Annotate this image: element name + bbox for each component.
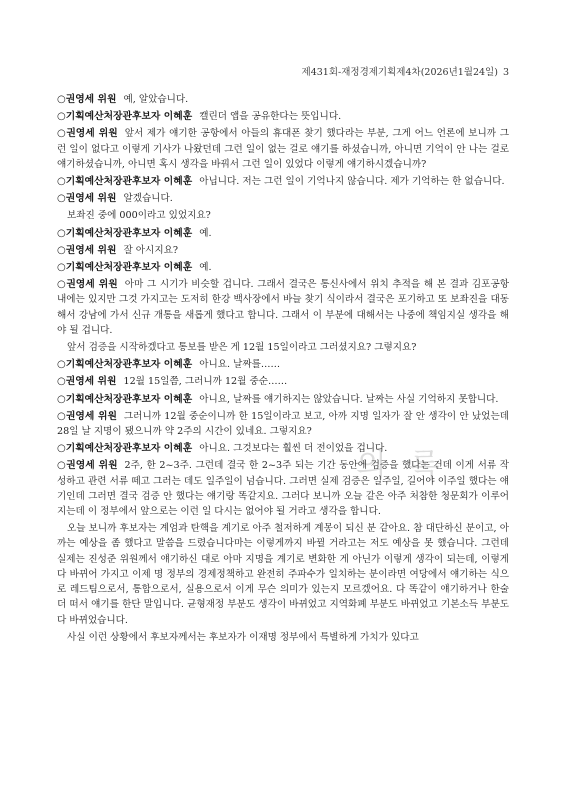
speech-entry <box>57 260 509 275</box>
speaker-name: 기획예산처장관후보자 이혜훈 <box>65 359 193 371</box>
speaker-name: 권영세 위원 <box>66 460 118 472</box>
transcript-body <box>57 92 509 647</box>
speech-text: 아니요. 그것보다는 훨씬 더 전이었을 겁니다. <box>199 443 388 455</box>
speaker-name: 권영세 위원 <box>65 376 117 388</box>
speech-continuation <box>57 208 509 223</box>
speech-entry <box>57 92 509 107</box>
speaker-marker: ○ <box>57 262 66 274</box>
page-header <box>302 64 509 78</box>
speaker-marker: ○ <box>57 227 66 239</box>
speech-entry <box>57 174 509 189</box>
speaker-name: 기획예산처장관후보자 이혜훈 <box>65 393 193 405</box>
speech-text: 12월 15일쯤, 그러니까 12월 중순…… <box>123 376 288 388</box>
speech-entry <box>57 392 509 407</box>
speaker-marker: ○ <box>57 393 66 405</box>
speech-entry <box>57 226 509 241</box>
speech-entry <box>57 409 509 439</box>
speech-text: 아니요, 날짜를 얘기하지는 않았습니다. 날짜는 사실 기억하지 못합니다. <box>199 393 499 405</box>
speech-entry <box>57 109 509 124</box>
speech-text: 오늘 보니까 후보자는 계엄과 탄핵을 계기로 아주 철저하게 계몽이 되신 분 같아요. 참 대단하신 분이고, 아까는 예상을 좀 했다고 말씀을 드렸습니다마는 이렇게까지 바뀔 거라고는 저도 예상을 못 했습니다. 그런데 실제는 진성준 위원께서 얘기하신 대로 아마 지명을 계기로 변화한 게 아닌가 이렇게 생각이 되는데, 이렇게 다 바뀌어 가지고 이제 명 정부의 경제정책하고 완전히 주파수가 일치하는 분이라면 여당에서 얘기하는 식으로 레드팀으로서, 통합으로서, 실용으로서 이게 무슨 의미가 있는지 모르겠어요. 다 똑같이 얘기하거나 한술 더 떠서 얘기를 한단 말입니다. 균형재정 부분도 생각이 바뀌었고 지역화폐 부분도 바뀌었고 기본소득 부분도 다 바뀌었습니다. <box>57 523 509 626</box>
speech-text: 2주, 한 2~3주. 그런데 결국 한 2~3주 되는 기간 동안에 검증을 했다는 건데 이게 서류 작성하고 관련 서류 떼고 그러는 데도 일주일이 넘습니다. 그러면 실제 검증은 일주일, 길어야 이주일 했다는 얘기인데 그러면 결국 검증 안 했다는 얘기랑 똑같지요. 그러다 보니까 오늘 같은 아주 처참한 청문회가 이루어지는데 이 정부에서 앞으로는 이런 일 다시는 없어야 될 거라고 생각을 합니다. <box>57 460 509 518</box>
speech-text: 그러니까 12월 중순이니까 한 15일이라고 보고, 아까 지명 일자가 잘 안 생각이 안 났었는데 28일 날 지명이 됐으니까 약 2주의 시간이 있네요. 그렇지요? <box>57 410 509 438</box>
speaker-name: 기획예산처장관후보자 이혜훈 <box>65 262 193 274</box>
speaker-marker: ○ <box>57 111 66 123</box>
speaker-name: 기획예산처장관후보자 이혜훈 <box>65 176 193 188</box>
speaker-marker: ○ <box>57 128 67 140</box>
speech-entry <box>57 277 509 338</box>
speaker-marker: ○ <box>57 244 66 256</box>
speech-text: 보좌진 중에 000이라고 있었지요? <box>67 210 211 222</box>
speech-text: 앞서 제가 얘기한 공항에서 아들의 휴대폰 찾기 했다라는 부분, 그게 어느 언론에 보니까 그런 일이 없다고 이렇게 기사가 나왔던데 그런 일이 없는 걸로 얘기를 하셨습니까, 아니면 기억이 안 나는 걸로 얘기하셨습니까, 아니면 혹시 생각을 바꿔서 그런 일이 있었다 이렇게 얘기하시겠습니까? <box>57 128 509 170</box>
speech-text: 앞서 검증을 시작하겠다고 통보를 받은 게 12월 15일이라고 그러셨지요? 그렇지요? <box>67 342 417 354</box>
speech-entry <box>57 374 509 389</box>
speaker-name: 권영세 위원 <box>66 128 118 140</box>
speaker-marker: ○ <box>57 443 66 455</box>
speech-text: 잘 아시지요? <box>123 244 178 256</box>
speech-text: 아마 그 시기가 비슷할 겁니다. 그래서 결국은 통신사에서 위치 추적을 해 본 결과 김포공항 내에는 있지만 그것 가지고는 도저히 한강 백사장에서 바늘 찾기 식이라서 결국은 포기하고 또 보좌진을 대동해서 강남에 가서 신규 개통을 새롭게 했다고 합니다. 그래서 이 부분에 대해서는 나중에 책임지실 생각을 해야 될 겁니다. <box>57 279 509 336</box>
speech-text: 예, 알았습니다. <box>123 94 189 105</box>
watermark: 의 록 <box>356 446 446 484</box>
speaker-name: 권영세 위원 <box>65 244 117 256</box>
speaker-name: 기획예산처장관후보자 이혜훈 <box>65 227 193 239</box>
speech-entry <box>57 357 509 372</box>
session-info: 제431회-재정경제기획제4차(2026년1월24일) <box>301 67 498 78</box>
speech-entry <box>57 126 509 172</box>
speaker-marker: ○ <box>57 193 66 205</box>
speaker-marker: ○ <box>57 176 66 188</box>
speaker-marker: ○ <box>57 410 66 422</box>
speech-continuation <box>57 630 509 645</box>
speaker-marker: ○ <box>57 94 66 105</box>
speech-text: 예. <box>199 262 212 274</box>
speech-entry <box>57 441 509 456</box>
speech-text: 알겠습니다. <box>123 193 173 205</box>
speaker-name: 기획예산처장관후보자 이혜훈 <box>65 111 193 123</box>
speech-text: 예. <box>199 227 212 239</box>
speaker-marker: ○ <box>57 460 67 472</box>
page-number: 3 <box>502 67 509 78</box>
speaker-marker: ○ <box>57 279 67 291</box>
speech-entry <box>57 458 509 519</box>
speech-entry <box>57 243 509 258</box>
speaker-marker: ○ <box>57 359 66 371</box>
speech-text: 사실 이런 상황에서 후보자께서는 후보자가 이재명 정부에서 특별하게 가치가 있다고 <box>67 631 419 643</box>
speaker-marker: ○ <box>57 376 66 388</box>
speaker-name: 기획예산처장관후보자 이혜훈 <box>65 443 193 455</box>
speech-continuation <box>57 340 509 355</box>
speech-text: 캘린더 앱을 공유한다는 뜻입니다. <box>199 111 342 123</box>
speaker-name: 권영세 위원 <box>65 410 117 422</box>
speech-text: 아니요. 날짜를…… <box>199 359 281 371</box>
speech-continuation <box>57 521 509 627</box>
speech-text: 아닙니다. 저는 그런 일이 기억나지 않습니다. 제가 기억하는 한 없습니다. <box>199 176 505 188</box>
speaker-name: 권영세 위원 <box>65 94 117 105</box>
speech-entry <box>57 191 509 206</box>
speaker-name: 권영세 위원 <box>65 193 117 205</box>
speaker-name: 권영세 위원 <box>66 279 118 291</box>
